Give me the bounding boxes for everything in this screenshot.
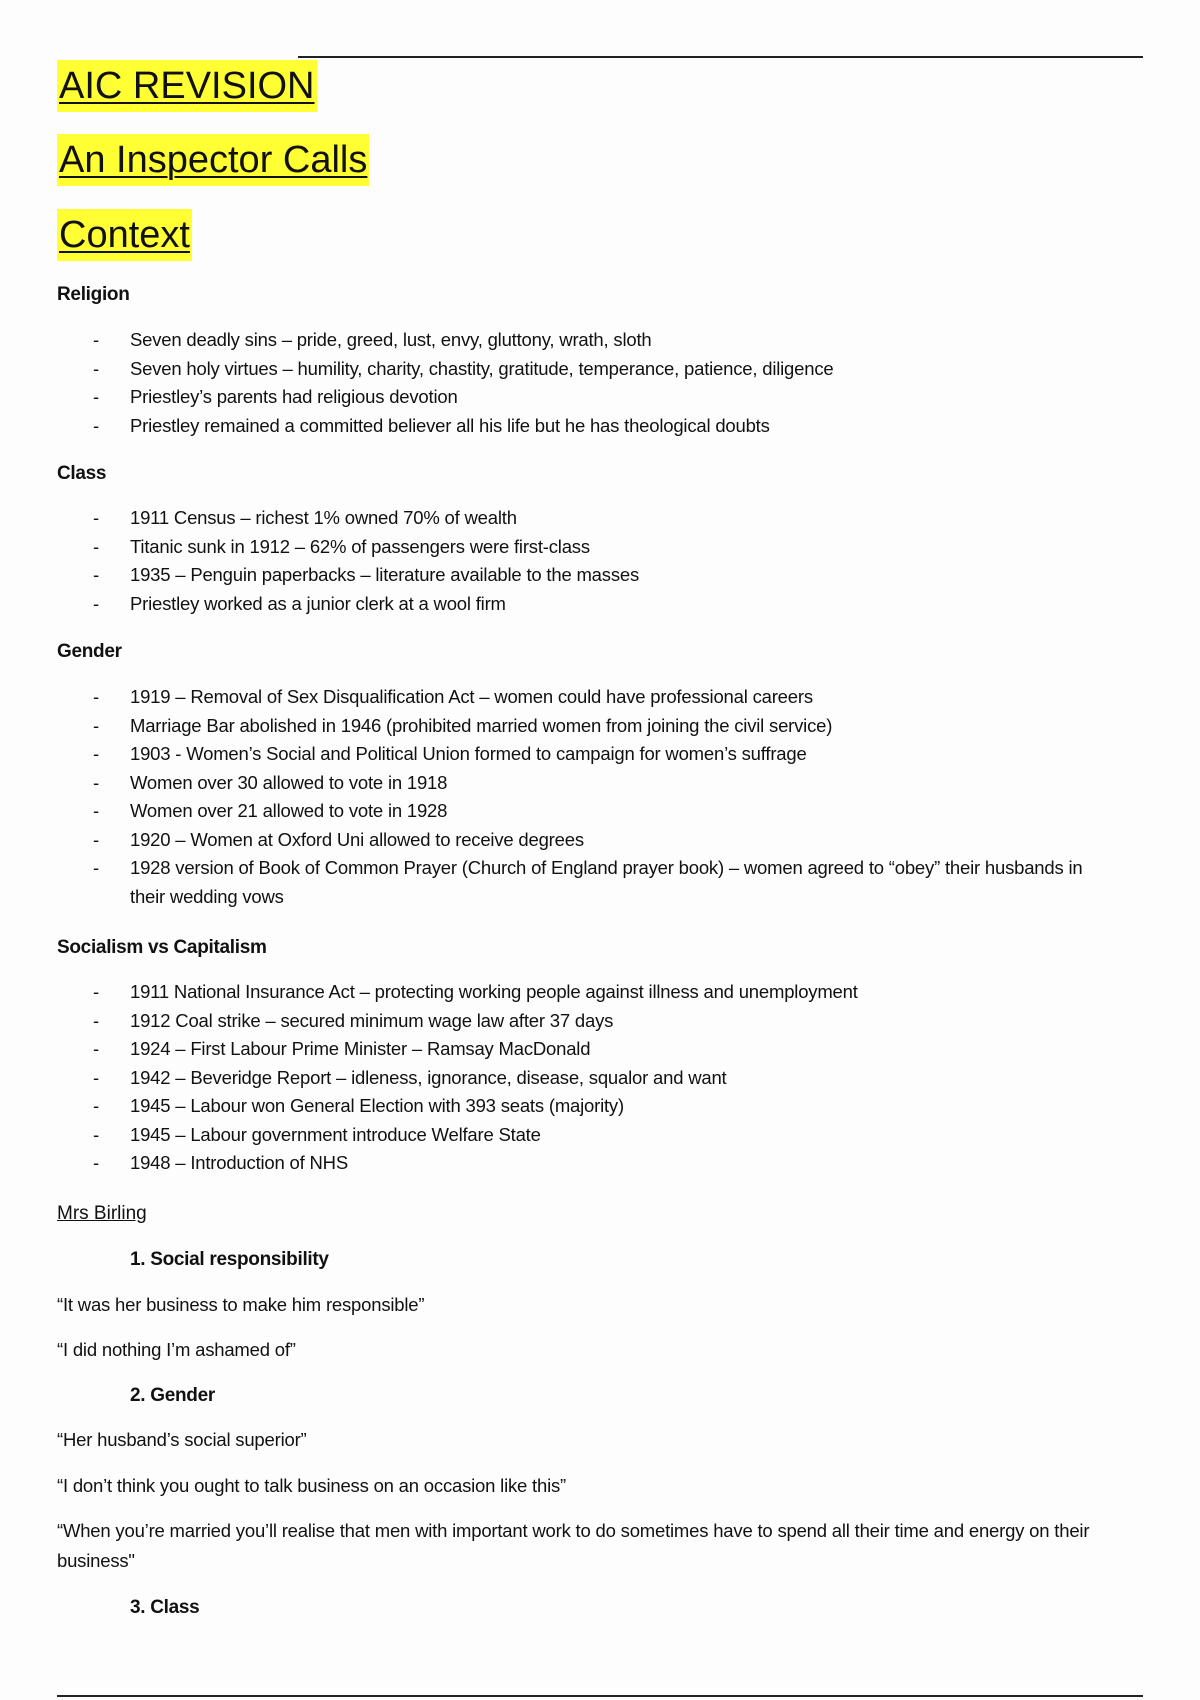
- character-heading-mrs-birling: Mrs Birling: [57, 1203, 147, 1224]
- list-item: - Women over 30 allowed to vote in 1918: [93, 771, 448, 793]
- top-rule: [298, 56, 1143, 58]
- list-item: - Seven deadly sins – pride, greed, lust, envy, gluttony, wrath, sloth: [93, 329, 652, 350]
- list-item: - Priestley remained a committed believer all his life but he has theological doubts: [93, 414, 770, 436]
- bottom-rule: [57, 1695, 1143, 1697]
- title-aic-revision: AIC REVISION: [57, 60, 317, 112]
- list-item: - Priestley worked as a junior clerk at a wool firm: [93, 592, 506, 614]
- theme-heading-gender: 2. Gender: [130, 1385, 215, 1406]
- heading-religion: Religion: [57, 284, 130, 305]
- list-class: [0, 504, 639, 618]
- list-item: - Women over 21 allowed to vote in 1928: [93, 800, 448, 821]
- list-religion: [0, 326, 833, 440]
- list-item: - Seven holy virtues – humility, charity, chastity, gratitude, temperance, patience, diligence: [93, 357, 834, 379]
- list-item: - Titanic sunk in 1912 – 62% of passengers were first-class: [93, 535, 590, 557]
- quote: “It was her business to make him responsible”: [57, 1294, 425, 1315]
- list-item: - 1920 – Women at Oxford Uni allowed to receive degrees: [93, 828, 584, 850]
- list-item: - 1919 – Removal of Sex Disqualification Act – women could have professional careers: [93, 686, 813, 707]
- theme-heading-social-responsibility: 1. Social responsibility: [130, 1249, 329, 1270]
- list-item: - 1911 National Insurance Act – protecting working people against illness and unemployment: [93, 981, 858, 1002]
- list-item: - 1924 – First Labour Prime Minister – Ramsay MacDonald: [93, 1038, 591, 1059]
- list-item: - 1948 – Introduction of NHS: [93, 1152, 348, 1173]
- list-gender: [0, 683, 1092, 911]
- title-an-inspector-calls: An Inspector Calls: [57, 134, 369, 186]
- list-item: - 1903 - Women’s Social and Political Union formed to campaign for women’s suffrage: [93, 743, 807, 764]
- heading-class: Class: [57, 463, 107, 484]
- theme-heading-class: 3. Class: [130, 1597, 200, 1618]
- heading-gender: Gender: [57, 641, 122, 662]
- list-item: - 1945 – Labour won General Election with 393 seats (majority): [93, 1095, 624, 1116]
- list-item: - 1912 Coal strike – secured minimum wage law after 37 days: [93, 1009, 614, 1031]
- list-item: - 1945 – Labour government introduce Welfare State: [93, 1123, 541, 1145]
- quote: “When you’re married you’ll realise that men with important work to do sometimes have to spend all their time and energy on their business": [57, 1520, 1090, 1571]
- title-context: Context: [57, 209, 192, 261]
- list-item: - 1928 version of Book of Common Prayer (Church of England prayer book) – women agreed to “obey” their husbands in their wedding vows: [93, 857, 1083, 907]
- quote: “I don’t think you ought to talk business on an occasion like this”: [57, 1475, 567, 1496]
- list-item: - 1935 – Penguin paperbacks – literature available to the masses: [93, 564, 640, 585]
- heading-socialism-vs-capitalism: Socialism vs Capitalism: [57, 937, 267, 958]
- list-item: - Marriage Bar abolished in 1946 (prohibited married women from joining the civil service): [93, 714, 833, 736]
- list-socialism: [0, 978, 858, 1178]
- list-item: - Priestley’s parents had religious devotion: [93, 386, 458, 407]
- quote: “I did nothing I’m ashamed of”: [57, 1339, 296, 1360]
- list-item: - 1911 Census – richest 1% owned 70% of wealth: [93, 507, 517, 528]
- list-item: - 1942 – Beveridge Report – idleness, ignorance, disease, squalor and want: [93, 1066, 727, 1088]
- quote: “Her husband’s social superior”: [57, 1429, 307, 1450]
